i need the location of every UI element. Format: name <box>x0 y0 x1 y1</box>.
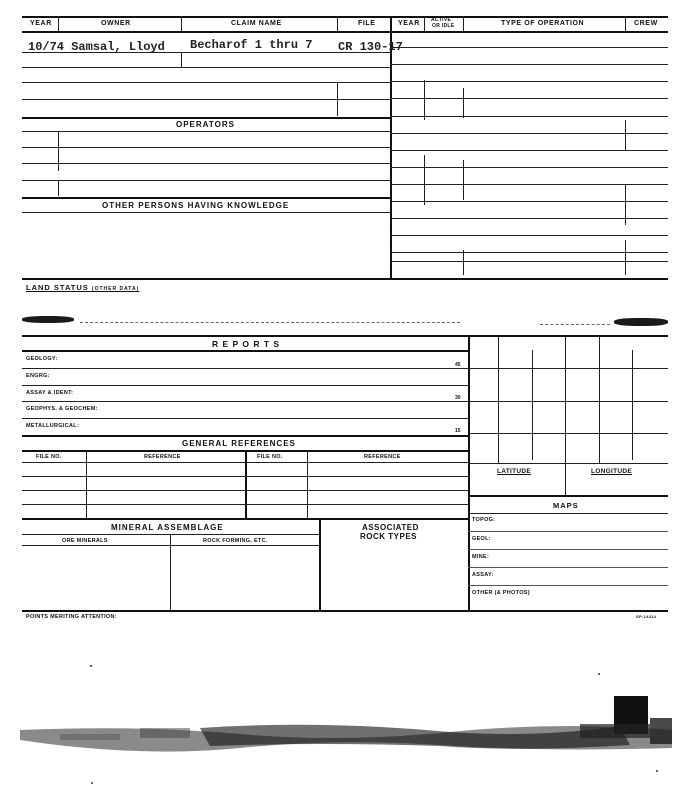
other-persons-title: OTHER PERSONS HAVING KNOWLEDGE <box>102 201 290 210</box>
header-bottom-border <box>22 31 668 33</box>
report-metallurgical: METALLURGICAL: <box>26 423 79 429</box>
latitude-label: LATITUDE <box>497 468 532 475</box>
map-other-photos: OTHER (& PHOTOS) <box>472 590 530 596</box>
col-owner: OWNER <box>101 20 131 27</box>
col-reference: REFERENCE <box>144 454 181 460</box>
col-claim-name: CLAIM NAME <box>231 20 282 27</box>
report-engrg: ENGRG: <box>26 373 50 379</box>
map-topog: TOPOG: <box>472 517 496 523</box>
longitude-label: LONGITUDE <box>591 468 632 475</box>
general-references-title: GENERAL REFERENCES <box>182 439 296 448</box>
report-geophys-geochem: GEOPHYS. & GEOCHEM: <box>26 406 98 412</box>
col-year: YEAR <box>30 20 52 27</box>
owner-entry: 10/74 Samsal, Lloyd <box>28 40 165 54</box>
map-geol: GEOL: <box>472 536 491 542</box>
operators-title: OPERATORS <box>176 120 235 129</box>
lower-section-bottom <box>22 610 668 612</box>
file-entry: CR 130-17 <box>338 40 403 54</box>
ink-smudge-left <box>22 316 74 323</box>
center-divider <box>390 16 392 278</box>
ink-smudge-right <box>614 318 668 326</box>
col-rock-forming: ROCK FORMING, ETC. <box>203 538 268 544</box>
col-or-idle: OR IDLE <box>432 23 455 29</box>
rock-types-label: ROCK TYPES <box>360 532 418 541</box>
col-crew: CREW <box>634 20 658 27</box>
upper-section-bottom <box>22 278 668 280</box>
col-file-no-2: FILE NO. <box>257 454 283 460</box>
map-mine: MINE: <box>472 554 490 560</box>
col-type-of-operation: TYPE OF OPERATION <box>501 20 585 27</box>
associated-label: ASSOCIATED <box>362 523 419 532</box>
claim-entry: Becharof 1 thru 7 <box>190 38 313 52</box>
col-year-2: YEAR <box>398 20 420 27</box>
scan-noise-band <box>20 690 672 770</box>
report-geology: GEOLOGY: <box>26 356 58 362</box>
land-status-title: LAND STATUS (OTHER DATA) <box>26 283 140 292</box>
reports-title: R E P O R T S <box>212 339 281 349</box>
col-file-no: FILE NO. <box>36 454 62 460</box>
report-assay-ident: ASSAY & IDENT: <box>26 390 74 396</box>
col-reference-2: REFERENCE <box>364 454 401 460</box>
mineral-assemblage-title: MINERAL ASSEMBLAGE <box>111 523 224 532</box>
col-file: FILE <box>358 20 376 27</box>
top-border <box>22 16 668 18</box>
points-meriting-attention: POINTS MERITING ATTENTION: <box>26 614 117 620</box>
col-active: ACTIVE <box>431 17 452 23</box>
form-code: SP-14414 <box>636 614 657 619</box>
maps-title: MAPS <box>553 501 579 510</box>
map-assay: ASSAY: <box>472 572 494 578</box>
col-ore-minerals: ORE MINERALS <box>62 538 108 544</box>
